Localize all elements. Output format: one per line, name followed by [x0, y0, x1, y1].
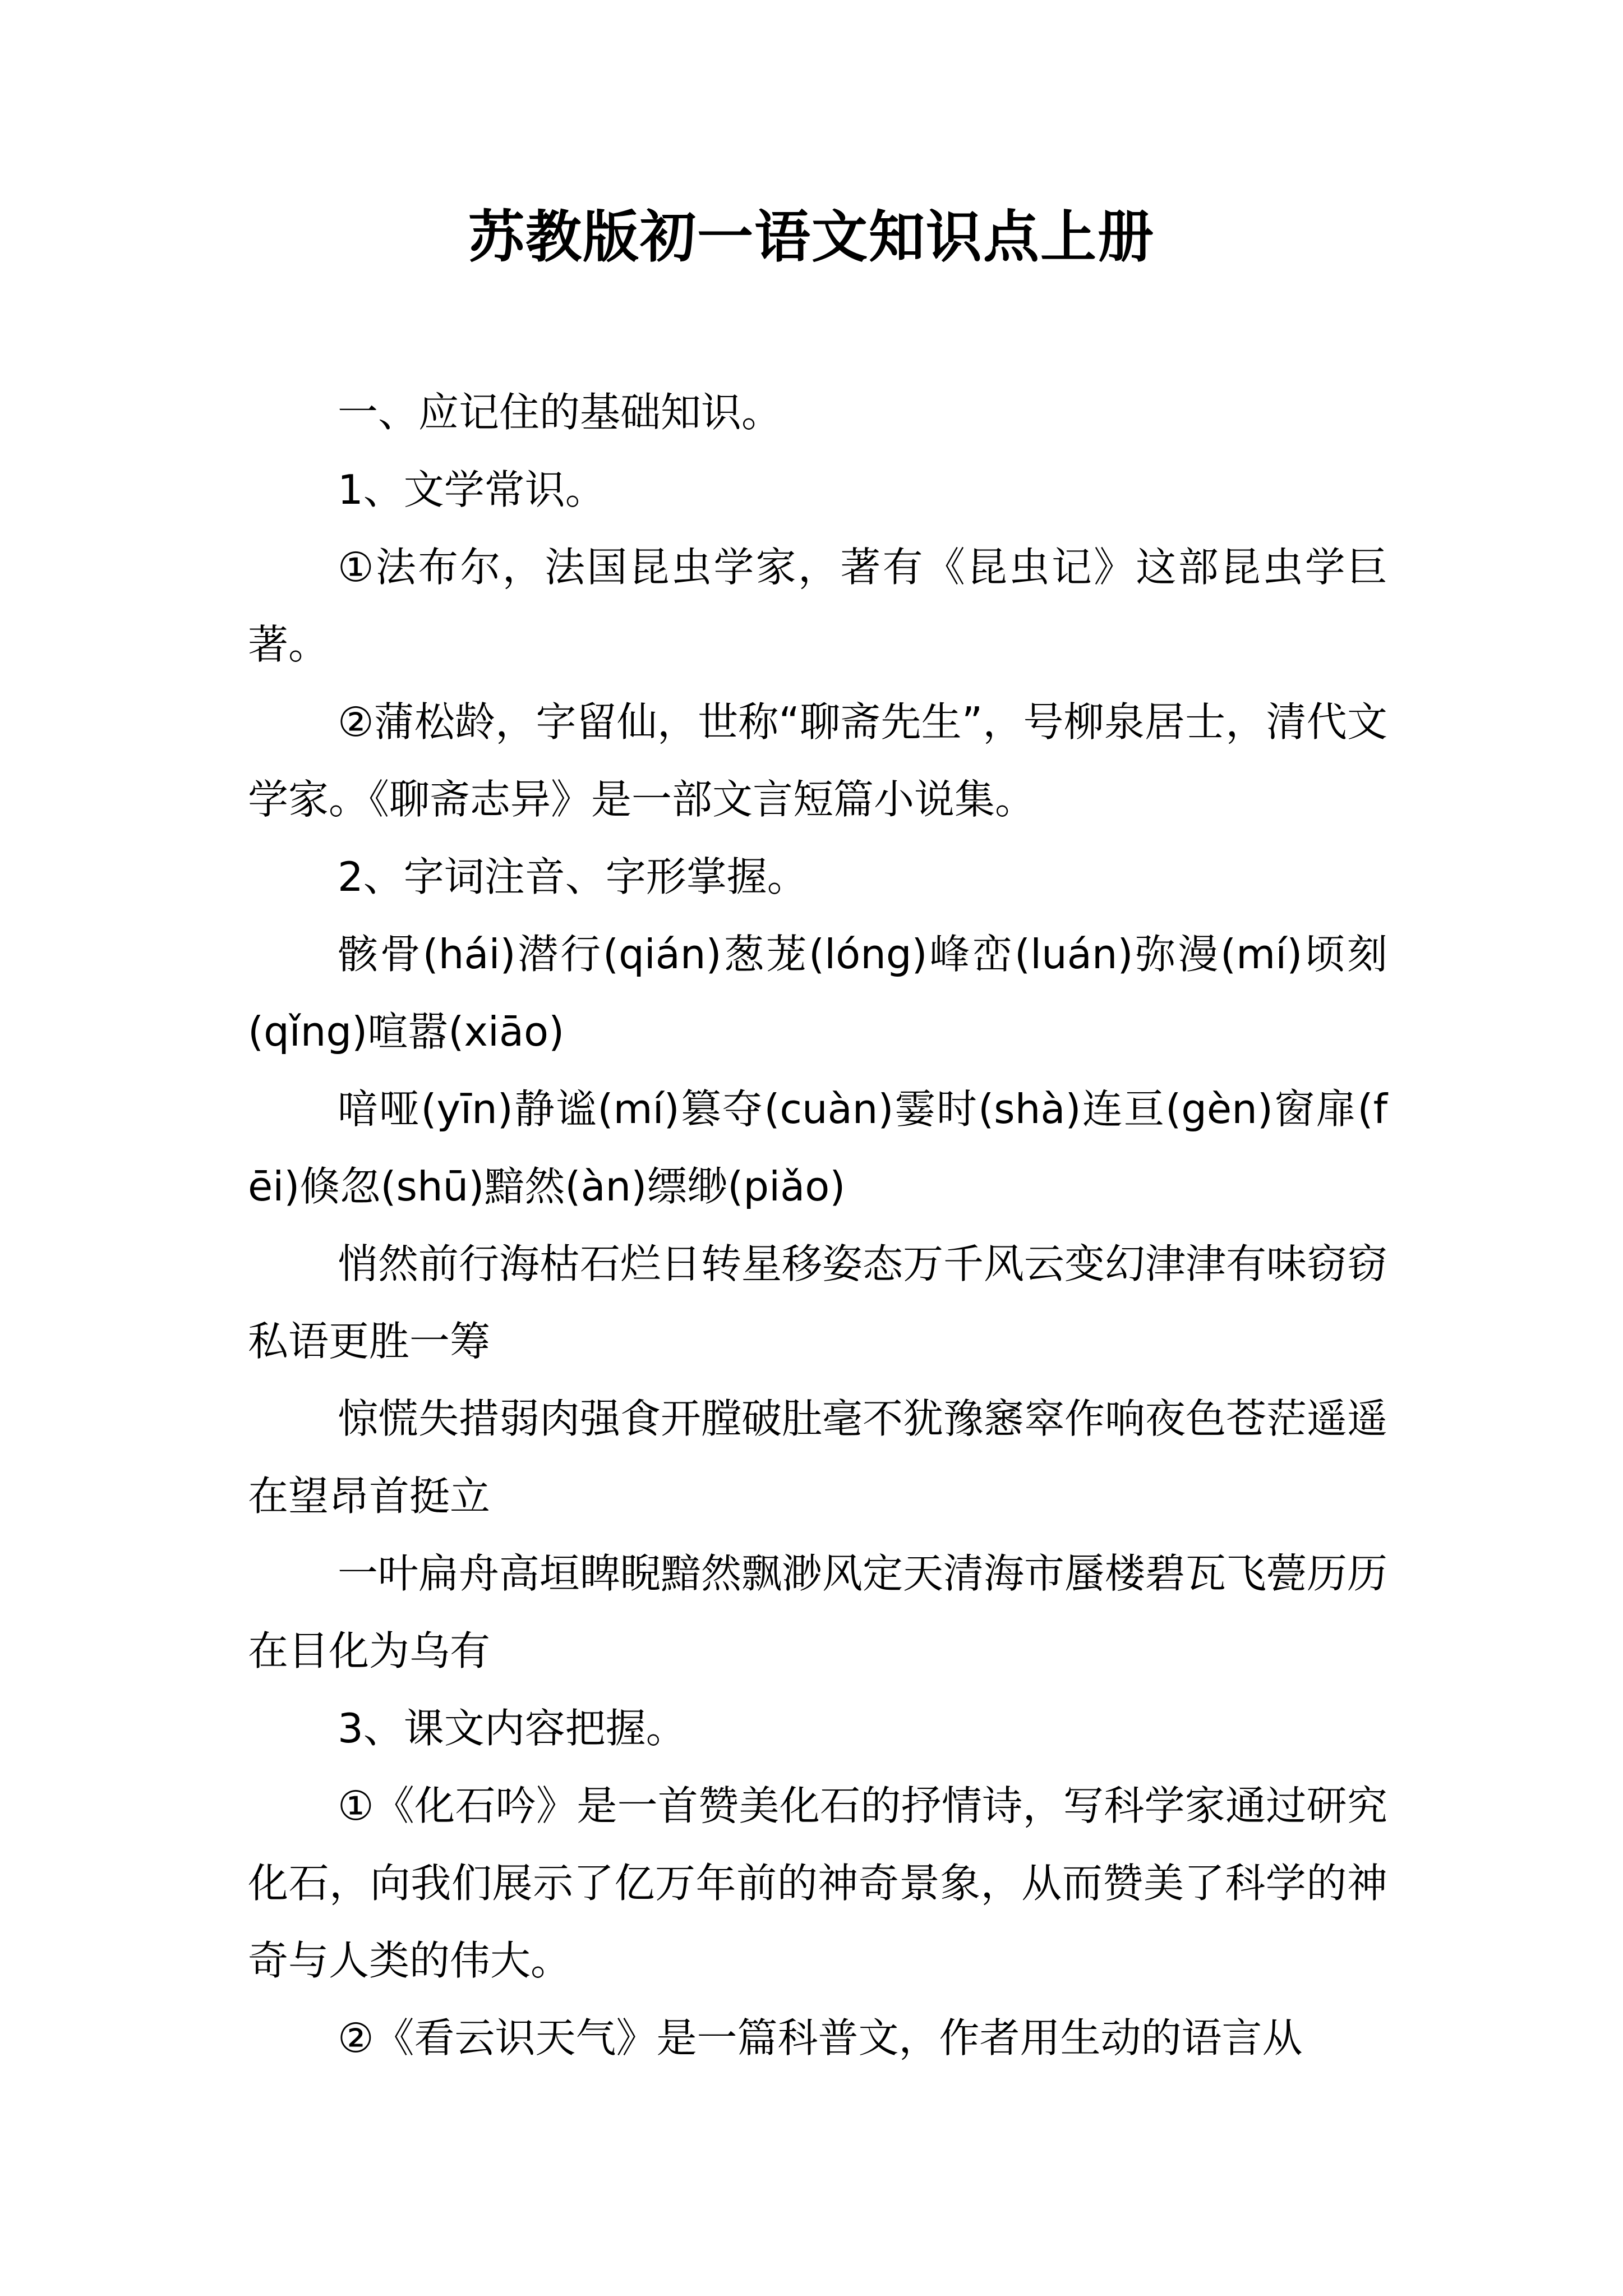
paragraph-fabre: ①法布尔，法国昆虫学家，著有《昆虫记》这部昆虫学巨著。 — [248, 544, 1387, 668]
idiom-list-3: 一叶扁舟高垣睥睨黯然飘渺风定天清海市蜃楼碧瓦飞甍历历在目化为乌有 — [248, 1550, 1388, 1674]
subsection-heading-content: 3、课文内容把握。 — [338, 1705, 686, 1752]
pinyin-list-2: 喑哑(yīn)静谧(mí)篡夺(cuàn)霎时(shà)连亘(gèn)窗扉(fēi)倏忽(shū)黯然(àn)缥缈(piǎo) — [248, 1085, 1387, 1210]
document-body — [248, 374, 1387, 2077]
section-heading-basics: 一、应记住的基础知识。 — [338, 389, 782, 436]
idiom-list-2: 惊慌失措弱肉强食开膛破肚毫不犹豫窸窣作响夜色苍茫遥遥在望昂首挺立 — [248, 1395, 1388, 1520]
paragraph-cloud-weather: ②《看云识天气》是一篇科普文，作者用生动的语言从 — [338, 2014, 1303, 2062]
subsection-heading-vocabulary: 2、字词注音、字形掌握。 — [338, 853, 808, 900]
page-title: 苏教版初一语文知识点上册 — [468, 204, 1155, 270]
pinyin-list-1: 骸骨(hái)潜行(qián)葱茏(lóng)峰峦(luán)弥漫(mí)顷刻(qǐng)喧嚣(xiāo) — [248, 931, 1387, 1055]
paragraph-pu-songling: ②蒲松龄，字留仙，世称“聊斋先生”，号柳泉居士，清代文学家。《聊斋志异》是一部文言短篇小说集。 — [248, 698, 1387, 823]
idiom-list-1: 悄然前行海枯石烂日转星移姿态万千风云变幻津津有味窃窃私语更胜一筹 — [248, 1240, 1388, 1365]
subsection-heading-literature: 1、文学常识。 — [338, 466, 606, 513]
paragraph-fossil-poem: ①《化石吟》是一首赞美化石的抒情诗，写科学家通过研究化石，向我们展示了亿万年前的神奇景象，从而赞美了科学的神奇与人类的伟大。 — [248, 1782, 1387, 1984]
